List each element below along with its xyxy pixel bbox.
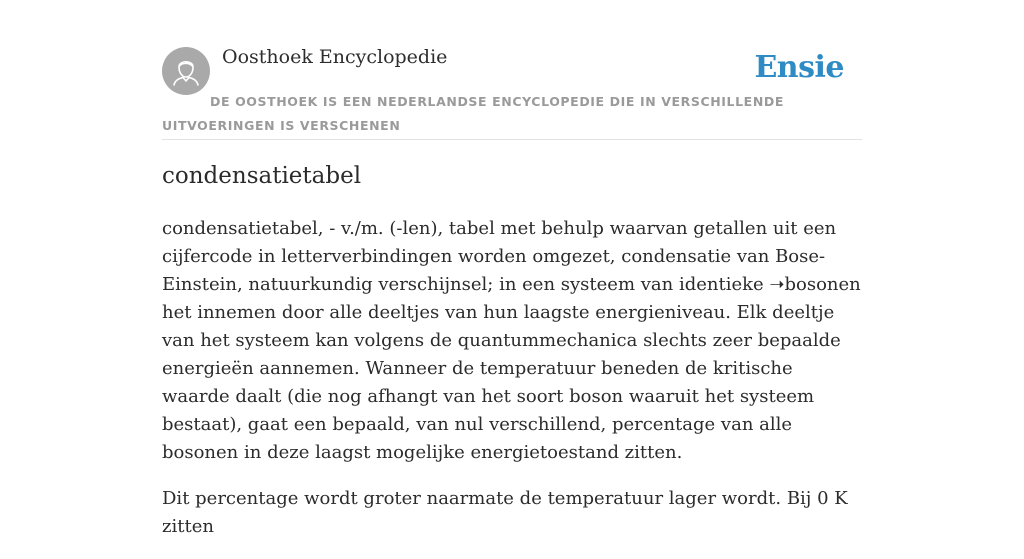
article-paragraph-2: Dit percentage wordt groter naarmate de temperatuur lager wordt. Bij 0 K zitten [162, 488, 848, 537]
article-paragraph-1 [162, 215, 862, 467]
site-header [162, 0, 862, 140]
arrow-right-icon: ➝ [769, 274, 785, 295]
paragraph-text: condensatietabel, - v./m. (-len), tabel met behulp waarvan getallen uit een cijfercode in letterverbindingen worden omgezet, condensatie van Bose-Einstein, natuurkundig verschijnsel; in een systeem van identieke [162, 218, 837, 295]
paragraph-text: het innemen door alle deeltjes van hun laagste energieniveau. Elk deeltje van het systeem kan volgens de quantummechanica slechts zeer bepaalde energieën aannemen. Wanneer de temperatuur beneden de kritische waarde daalt (die nog afhangt van het soort boson waaruit het systeem bestaat), gaat een bepaald, van nul verschillend, percentage van alle bosonen in deze laagst mogelijke energietoestand zitten. [162, 302, 841, 463]
article-title: condensatietabel [162, 163, 362, 189]
site-tagline: DE OOSTHOEK IS EEN NEDERLANDSE ENCYCLOPEDIE DIE IN VERSCHILLENDE UITVOERINGEN IS VERSCHENEN [162, 94, 784, 133]
user-silhouette-icon[interactable] [162, 47, 210, 95]
site-name[interactable]: Oosthoek Encyclopedie [222, 46, 448, 68]
link-label: bosonen [784, 274, 861, 295]
brand-logo[interactable]: Ensie [754, 50, 844, 85]
article-body [162, 215, 862, 559]
bosonen-link[interactable] [769, 274, 860, 295]
page-container [162, 0, 862, 537]
